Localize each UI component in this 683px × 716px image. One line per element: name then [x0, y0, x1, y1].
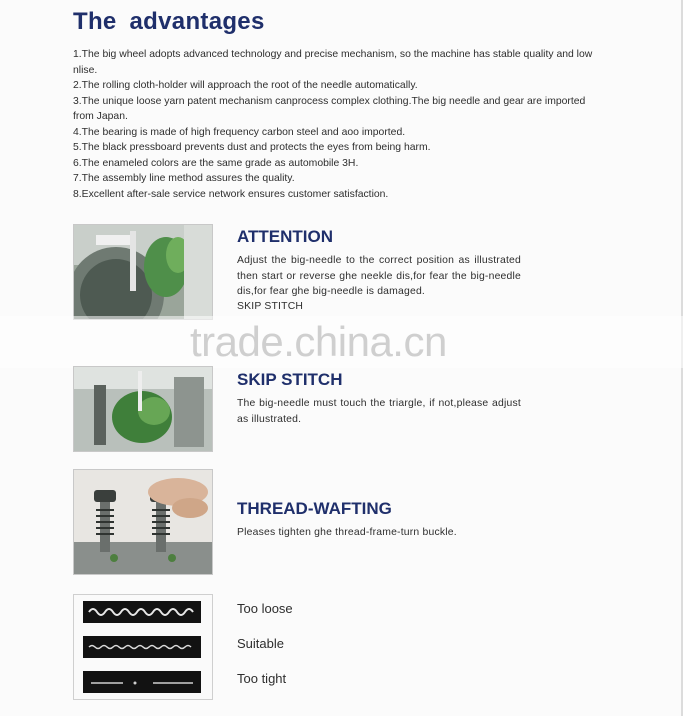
- advantage-item-5: 5.The black pressboard prevents dust and protects the eyes from being harm.: [73, 142, 431, 153]
- thread-wafting-photo: [73, 469, 213, 575]
- advantage-item-8: 8.Excellent after-sale service network ensures customer satisfaction.: [73, 188, 389, 200]
- label-suitable: Suitable: [237, 636, 284, 651]
- label-too-tight: Too tight: [237, 671, 287, 686]
- skip-stitch-title: SKIP STITCH: [237, 370, 343, 389]
- skip-stitch-photo: [73, 366, 213, 452]
- page-title: The advantages: [73, 8, 265, 35]
- stitch-sample-suitable: [83, 636, 201, 658]
- advantages-list: [73, 47, 593, 202]
- stitch-sample-loose: [83, 601, 201, 623]
- advantage-item-4: 4.The bearing is made of high frequency carbon steel and aoo imported.: [73, 126, 406, 138]
- advantage-item-3: 3.The unique loose yarn patent mechanism canprocess complex clothing.The big needle and gear are imported from Japan.: [73, 95, 586, 122]
- stitch-samples-photo: [73, 594, 213, 700]
- skip-stitch-text: The big-needle must touch the triargle, if not,please adjust as illustrated.: [237, 398, 521, 425]
- attention-title: ATTENTION: [237, 227, 334, 246]
- watermark: trade.china.cn: [190, 318, 447, 365]
- advantage-item-1: 1.The big wheel adopts advanced technology and precise mechanism, so the machine has stable quality and low nlise.: [73, 49, 593, 76]
- thread-wafting-title: THREAD-WAFTING: [237, 499, 392, 518]
- advantage-item-2: 2.The rolling cloth-holder will approach the root of the needle automatically.: [73, 80, 418, 91]
- attention-photo: [73, 224, 213, 320]
- advantage-item-7: 7.The assembly line method assures the quality.: [73, 173, 295, 184]
- stitch-sample-tight: [83, 671, 201, 693]
- advantage-item-6: 6.The enameled colors are the same grade as automobile 3H.: [73, 157, 359, 169]
- attention-text: Adjust the big-needle to the correct position as illustrated then start or reverse ghe neekle dis,for fear the big-needle dis,for fear ghe big-needle is damaged.: [237, 255, 521, 297]
- label-too-loose: Too loose: [237, 601, 293, 616]
- attention-subtext: SKIP STITCH: [237, 301, 304, 312]
- thread-wafting-text: Pleases tighten ghe thread-frame-turn buckle.: [237, 527, 457, 538]
